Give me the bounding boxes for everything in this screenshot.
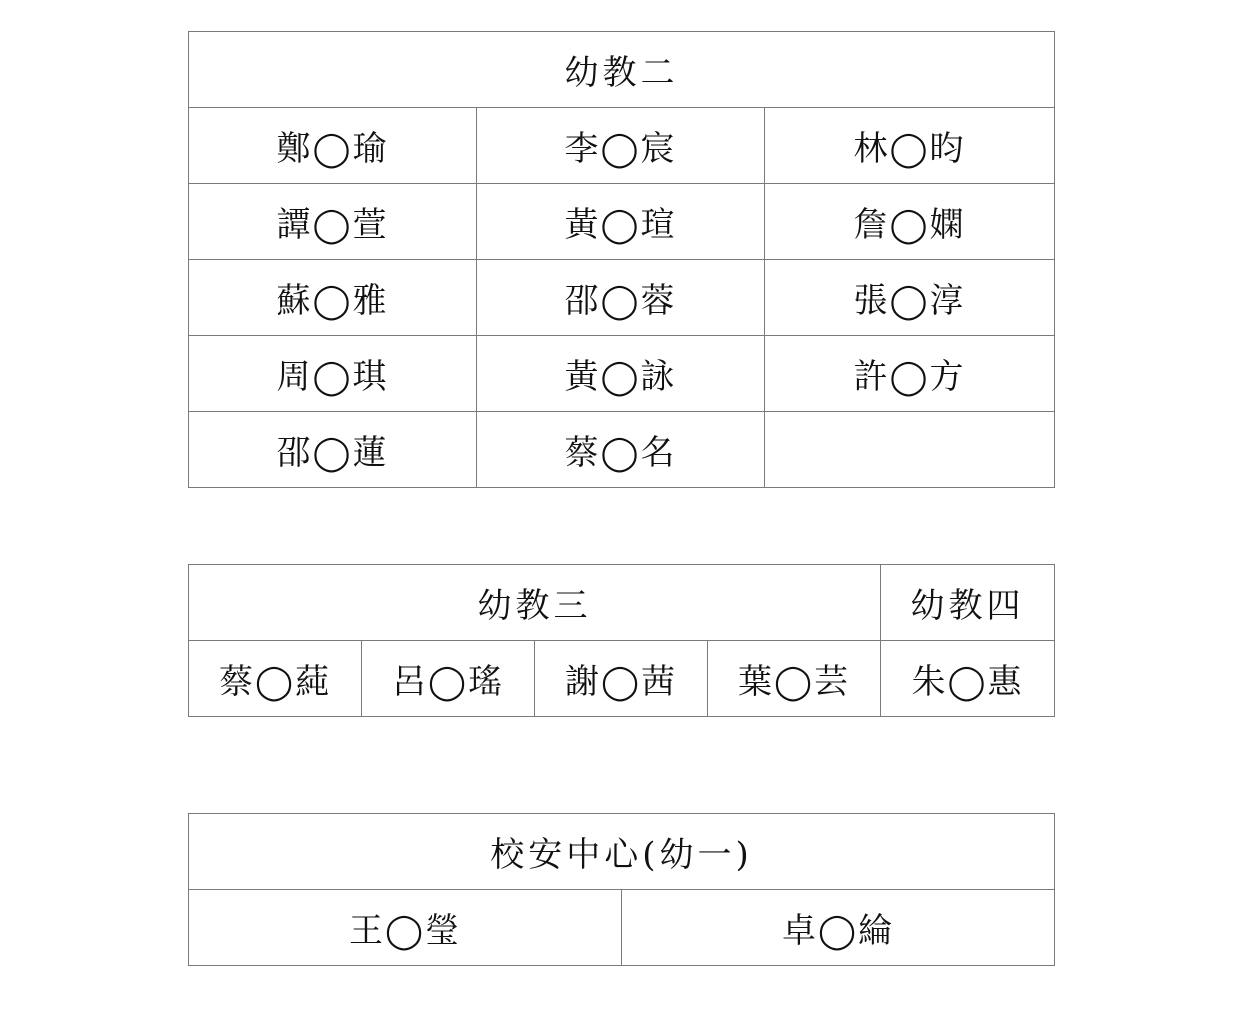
name-cell: 呂◯瑤 [362,641,535,717]
table-row [189,412,1055,488]
name-cell: 黃◯詠 [477,336,765,412]
table-header-row [189,32,1055,108]
name-cell: 邵◯蓉 [477,260,765,336]
name-cell: 謝◯茜 [535,641,708,717]
table-header-row [189,565,1055,641]
name-cell: 譚◯萱 [189,184,477,260]
empty-cell [765,412,1055,488]
class-table-safety-center [188,813,1055,966]
name-cell: 朱◯惠 [881,641,1055,717]
name-cell: 詹◯嫻 [765,184,1055,260]
table-header-row [189,814,1055,890]
name-cell: 周◯琪 [189,336,477,412]
table-row [189,184,1055,260]
name-cell: 林◯昀 [765,108,1055,184]
name-cell: 李◯宸 [477,108,765,184]
table-row [189,890,1055,966]
table-row [189,336,1055,412]
name-cell: 葉◯芸 [708,641,881,717]
table-row [189,641,1055,717]
name-cell: 蘇◯雅 [189,260,477,336]
table-title: 校安中心(幼一) [189,814,1055,890]
table-row [189,108,1055,184]
name-cell: 蔡◯蒓 [189,641,362,717]
name-cell: 鄭◯瑜 [189,108,477,184]
name-cell: 許◯方 [765,336,1055,412]
class-table-preschool-3-4 [188,564,1055,717]
name-cell: 張◯淳 [765,260,1055,336]
name-cell: 卓◯綸 [622,890,1055,966]
name-cell: 蔡◯名 [477,412,765,488]
table-title-preschool-4: 幼教四 [881,565,1055,641]
name-cell: 王◯瑩 [189,890,622,966]
table-title-preschool-3: 幼教三 [189,565,881,641]
name-cell: 邵◯蓮 [189,412,477,488]
class-table-preschool-2 [188,31,1055,488]
table-row [189,260,1055,336]
table-title: 幼教二 [189,32,1055,108]
name-cell: 黃◯瑄 [477,184,765,260]
